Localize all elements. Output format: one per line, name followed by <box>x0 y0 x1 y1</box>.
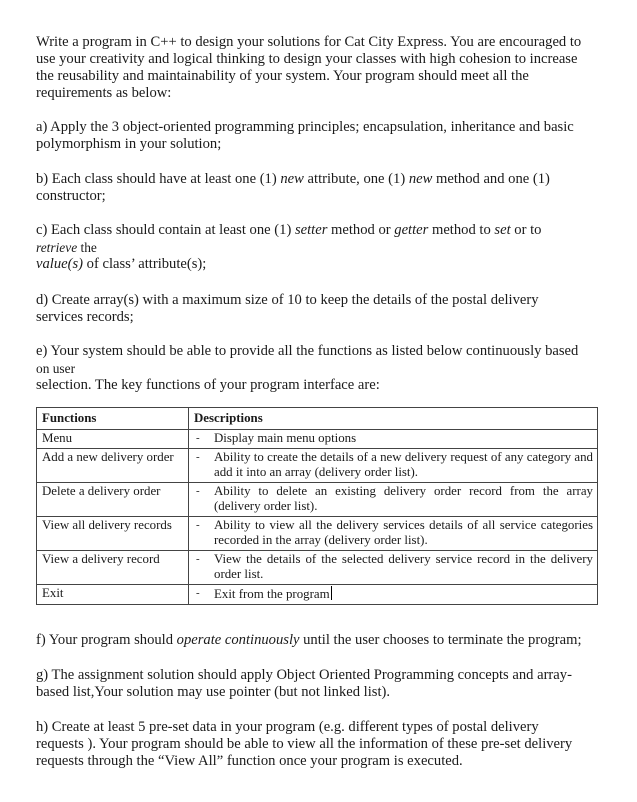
dash-marker: - <box>196 451 200 463</box>
requirement-d-line: services records; <box>36 309 134 325</box>
emphasis-text: setter <box>294 222 328 238</box>
requirement-b-line-2: constructor; <box>36 188 106 204</box>
table-row <box>37 517 598 551</box>
table-row <box>37 585 598 605</box>
requirement-b <box>36 171 608 205</box>
requirement-c-line-3 <box>36 256 608 273</box>
requirement-a-line: a) Apply the 3 object-oriented programming principles; encapsulation, inheritance and basic <box>36 119 574 135</box>
description-text: Exit from the program <box>214 587 330 601</box>
intro-line: requirements as below: <box>36 85 172 101</box>
table-row <box>37 483 598 517</box>
description-text: View the details of the selected delivery service record in the delivery order list. <box>214 552 593 581</box>
emphasis-text: set <box>494 222 511 238</box>
text-run: method to <box>428 222 495 238</box>
requirement-c <box>36 222 608 273</box>
requirement-e <box>36 343 608 394</box>
requirement-f-line <box>36 632 608 649</box>
description-cell <box>189 517 598 551</box>
functions-column-header: Functions <box>37 408 189 430</box>
requirement-h-line: requests through the “View All” function once your program is executed. <box>36 753 463 769</box>
description-cell <box>189 430 598 449</box>
description-text: Ability to delete an existing delivery order record from the array (delivery order list). <box>214 484 593 513</box>
table-row <box>37 449 598 483</box>
text-run: of class’ attribute(s); <box>83 256 207 272</box>
text-run: attribute, one (1) <box>303 171 409 187</box>
description-text: Ability to create the details of a new delivery request of any category and add it into an array (delivery order list). <box>214 450 593 479</box>
description-cell <box>189 483 598 517</box>
dash-marker: - <box>196 485 200 497</box>
text-cursor <box>331 586 332 600</box>
emphasis-text: new <box>408 171 433 187</box>
requirement-c-line-1 <box>36 222 608 239</box>
function-cell: Add a new delivery order <box>37 449 189 483</box>
emphasis-text: operate continuously <box>176 632 300 648</box>
intro-line: use your creativity and logical thinking to design your classes with high cohesion to increase <box>36 51 578 67</box>
text-run: f) Your program should <box>36 632 177 648</box>
requirement-a-line: polymorphism in your solution; <box>36 136 222 152</box>
function-cell: Menu <box>37 430 189 449</box>
function-cell: Delete a delivery order <box>37 483 189 517</box>
requirement-d <box>36 292 608 326</box>
description-cell[interactable] <box>189 585 598 605</box>
intro-line: the reusability and maintainability of your system. Your program should meet all the <box>36 68 529 84</box>
requirement-a <box>36 119 608 153</box>
emphasis-text: new <box>280 171 304 187</box>
requirement-h-line: requests ). Your program should be able to view all the information of these pre-set delivery <box>36 736 573 752</box>
description-text: Ability to view all the delivery services details of all service categories recorded in the array (delivery order list). <box>214 518 593 547</box>
requirement-b-line-1 <box>36 171 608 188</box>
requirement-h-line: h) Create at least 5 pre-set data in your program (e.g. different types of postal delivery <box>36 719 539 735</box>
dash-marker: - <box>196 432 200 444</box>
description-text: Display main menu options <box>214 431 357 445</box>
requirement-g-line: based list,Your solution may use pointer (but not linked list). <box>36 684 391 700</box>
function-cell: View all delivery records <box>37 517 189 551</box>
text-run: c) Each class should contain at least one (1) <box>36 222 295 238</box>
function-cell: View a delivery record <box>37 551 189 585</box>
requirement-e-line-3: selection. The key functions of your program interface are: <box>36 377 380 393</box>
requirement-g <box>36 667 608 701</box>
text-run: method or <box>327 222 395 238</box>
text-run: or to <box>510 222 542 238</box>
description-cell <box>189 551 598 585</box>
functions-table <box>36 407 598 605</box>
emphasis-text: getter <box>394 222 429 238</box>
dash-marker: - <box>196 519 200 531</box>
emphasis-text: retrieve <box>36 240 78 255</box>
table-row <box>37 430 598 449</box>
table-header-row <box>37 408 598 430</box>
emphasis-text: value(s) <box>36 256 84 272</box>
requirement-f <box>36 632 608 649</box>
requirement-e-line-1: e) Your system should be able to provide all the functions as listed below continuously based <box>36 343 579 359</box>
dash-marker: - <box>196 587 200 599</box>
requirement-d-line: d) Create array(s) with a maximum size of 10 to keep the details of the postal delivery <box>36 292 539 308</box>
requirement-h <box>36 719 608 770</box>
text-run: b) Each class should have at least one (1) <box>36 171 281 187</box>
intro-line: Write a program in C++ to design your solutions for Cat City Express. You are encouraged to <box>36 34 582 50</box>
descriptions-column-header: Descriptions <box>189 408 598 430</box>
text-run: method and one (1) <box>432 171 550 187</box>
requirement-c-line-2 <box>36 239 608 256</box>
function-cell: Exit <box>37 585 189 605</box>
description-text-editable[interactable] <box>214 586 593 602</box>
intro-paragraph <box>36 34 608 102</box>
text-run: until the user chooses to terminate the program; <box>299 632 582 648</box>
text-run: the <box>77 240 97 255</box>
description-cell <box>189 449 598 483</box>
requirement-e-line-2: on user <box>36 361 76 376</box>
dash-marker: - <box>196 553 200 565</box>
table-row <box>37 551 598 585</box>
requirement-g-line: g) The assignment solution should apply Object Oriented Programming concepts and array- <box>36 667 572 683</box>
